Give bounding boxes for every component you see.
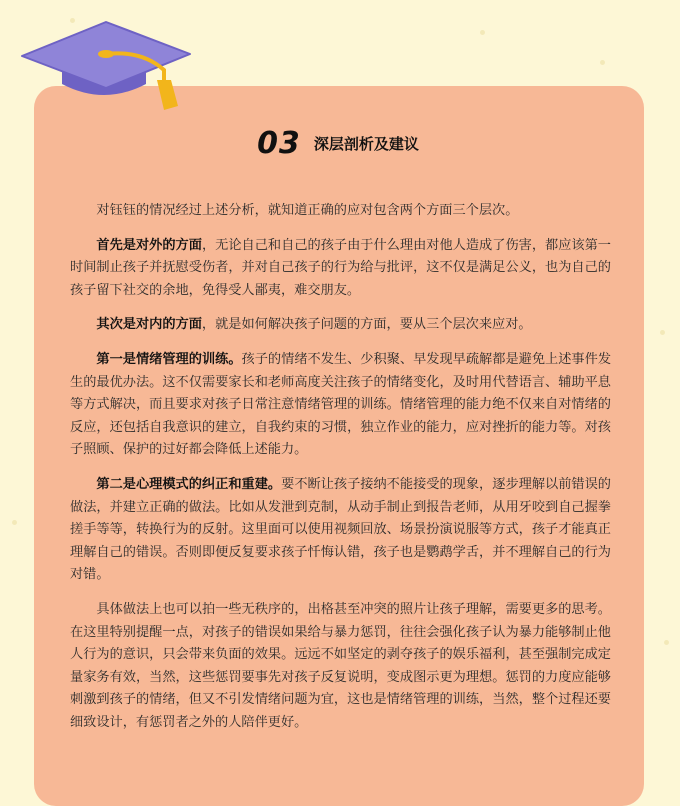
paragraph (70, 474, 611, 587)
paragraph-lead: 第二是心理模式的纠正和重建。 (96, 476, 282, 492)
section-title (0, 126, 680, 161)
paragraph-text: 孩子的情绪不发生、少积聚、早发现早疏解都是避免上述事件发生的最优办法。这不仅需要家长和老师高度关注孩子的情绪变化，及时用代替语言、辅助平息等方式解决，而且要求对孩子日常注意情绪管理的训练。情绪管理的能力绝不仅来自对情绪的反应，还包括自我意识的建立，自我约束的习惯，独立作业的能力，应对挫折的能力等。对孩子照顾、保护的过好都会降低上述能力。 (70, 351, 612, 458)
section-number: 03 (257, 126, 301, 161)
paragraph (70, 599, 611, 735)
paragraph-lead: 第一是情绪管理的训练。 (96, 351, 242, 367)
background-dot (664, 640, 669, 645)
paragraph-text: 具体做法上也可以拍一些无秩序的，出格甚至冲突的照片让孩子理解，需要更多的思考。在这里特别提醒一点，对孩子的错误如果给与暴力惩罚，往往会强化孩子认为暴力能够制止他人行为的意识，只会带来负面的效果。远远不如坚定的剥夺孩子的娱乐福利，甚至强制完成定量家务有效，当然，这些惩罚要事先对孩子反复说明，变成图示更为理想。惩罚的力度应能够刺激到孩子的情绪，但又不引发情绪问题为宜，这也是情绪管理的训练，当然，整个过程还要细致设计，有惩罚者之外的人陪伴更好。 (70, 601, 611, 730)
paragraph-text: 对钰钰的情况经过上述分析，就知道正确的应对包含两个方面三个层次。 (96, 203, 519, 218)
background-dot (12, 520, 17, 525)
background-dot (480, 30, 485, 35)
paragraph-text: 要不断让孩子接纳不能接受的现象，逐步理解以前错误的做法，并建立正确的做法。比如从发泄到克制，从动手制止到报告老师，从用牙咬到自己握拳搓手等等，转换行为的反射。这里面可以使用视频回放、场景扮演说服等方式，孩子才能真正理解自己的错误。否则即便反复要求孩子忏悔认错，孩子也是鹦鹉学舌，并不理解自己的行为对错。 (70, 476, 611, 583)
article-body (70, 200, 611, 746)
paragraph (70, 349, 611, 462)
paragraph (70, 314, 611, 337)
paragraph (70, 200, 611, 223)
section-heading: 深层剖析及建议 (310, 133, 423, 154)
background-dot (600, 60, 605, 65)
paragraph-text: ，就是如何解决孩子问题的方面，要从三个层次来应对。 (201, 317, 532, 333)
paragraph-lead: 其次是对内的方面 (96, 317, 202, 333)
paragraph (70, 235, 611, 303)
graduation-cap-icon (14, 14, 194, 114)
paragraph-text: ，无论自己和自己的孩子由于什么理由对他人造成了伤害，都应该第一时间制止孩子并抚慰受伤者，并对自己孩子的行为给与批评，这不仅是满足公义，也为自己的孩子留下社交的余地，免得受人鄙夷，难交朋友。 (70, 237, 611, 298)
paragraph-lead: 首先是对外的方面 (96, 237, 202, 253)
background-dot (660, 330, 665, 335)
